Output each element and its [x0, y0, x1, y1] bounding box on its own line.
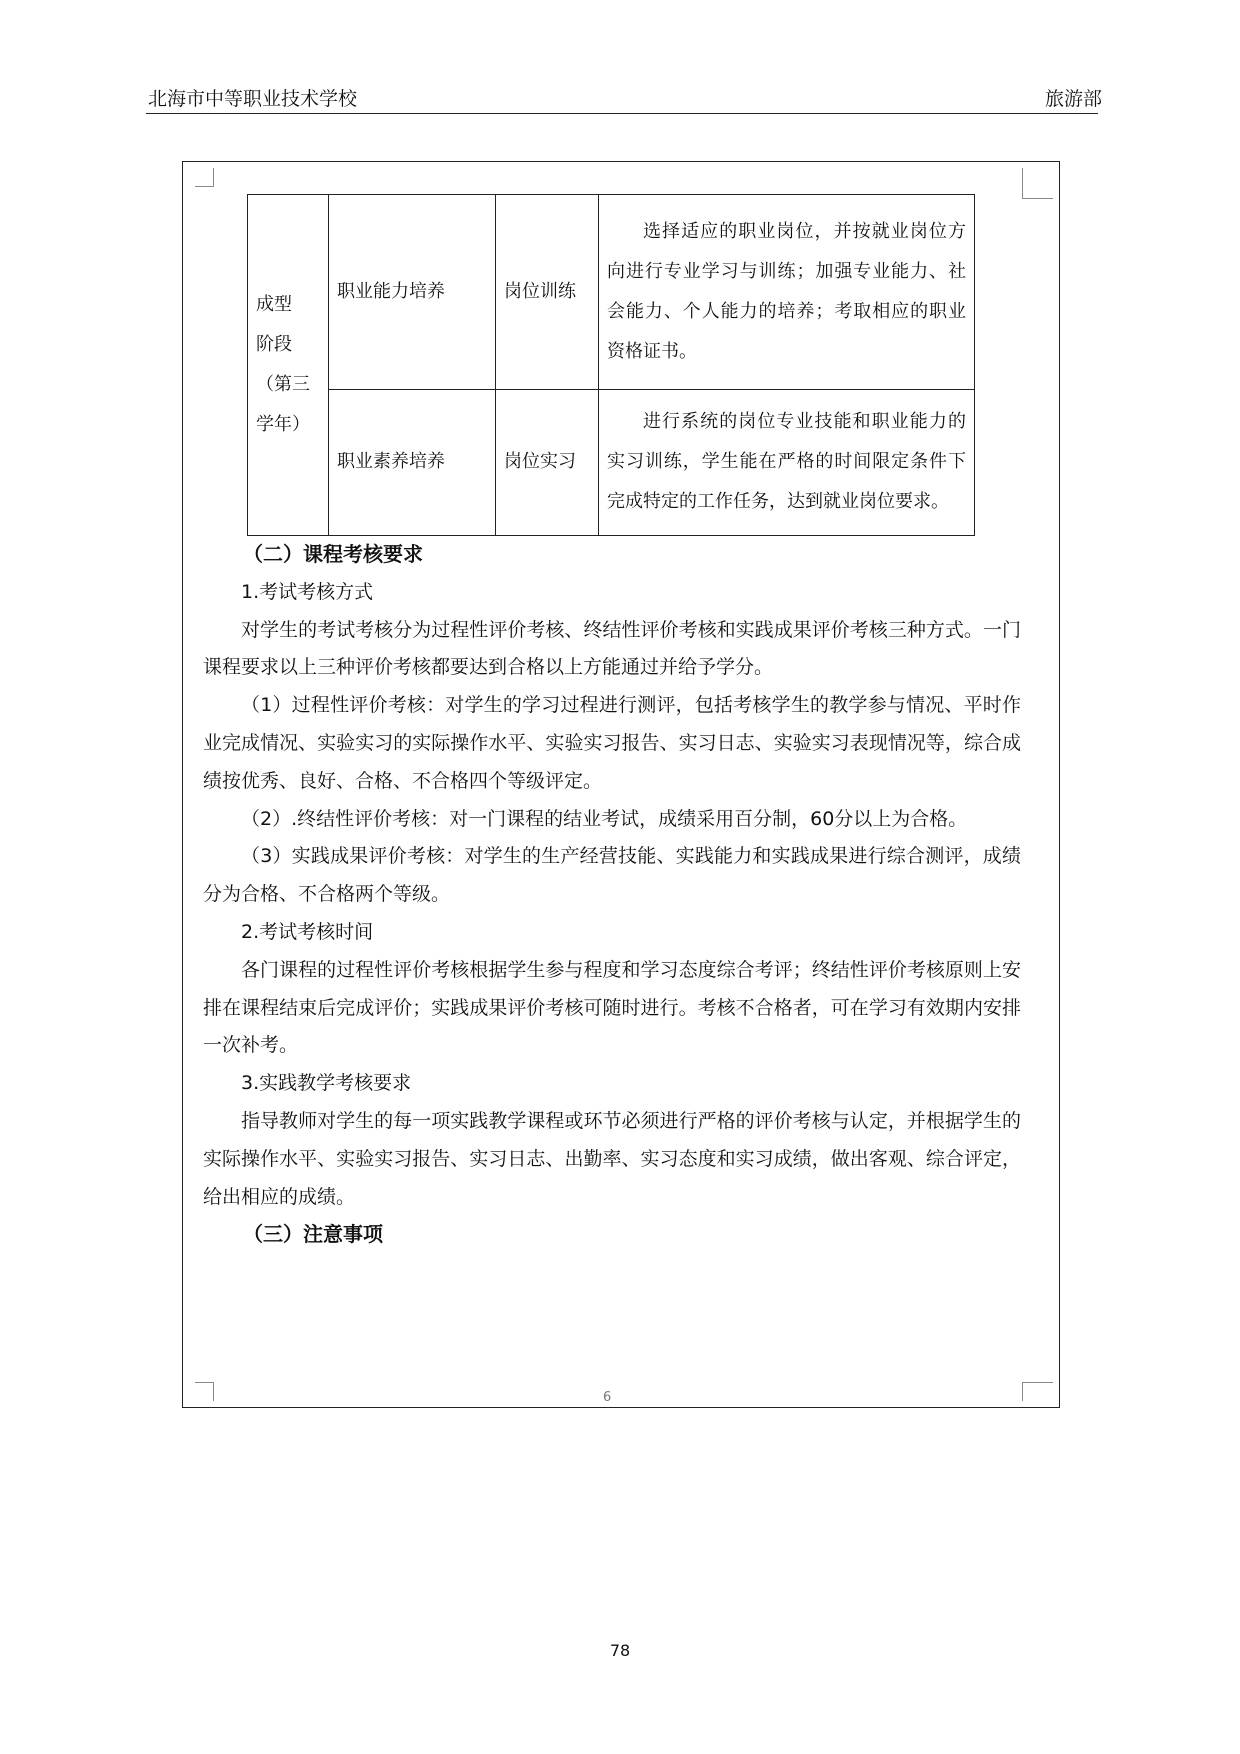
stage-line: 学年）	[256, 414, 310, 435]
subsection-title: 1.考试考核方式	[241, 580, 374, 603]
training-item-cell: 岗位训练	[496, 195, 599, 390]
paragraph: 指导教师对学生的每一项实践教学课程或环节必须进行严格的评价考核与认定，并根据学生的实际操作水平、实验实习报告、实习日志、出勤率、实习态度和实习成绩，做出客观、综合评定，给出相应的成绩。	[203, 1109, 1021, 1208]
paragraph: （2）.终结性评价考核：对一门课程的结业考试，成绩采用百分制，60分以上为合格。	[241, 807, 968, 830]
document-body	[203, 536, 1021, 1254]
paragraph: 对学生的考试考核分为过程性评价考核、终结性评价考核和实践成果评价考核三种方式。一门课程要求以上三种评价考核都要达到合格以上方能通过并给予学分。	[203, 618, 1021, 679]
page-number: 78	[609, 1641, 631, 1660]
training-area-cell: 职业能力培养	[329, 195, 496, 390]
stage-cell	[248, 195, 329, 536]
training-desc-cell: 选择适应的职业岗位，并按就业岗位方向进行专业学习与训练；加强专业能力、社会能力、个人能力的培养；考取相应的职业资格证书。	[599, 195, 975, 390]
crop-mark	[1022, 168, 1053, 199]
stage-line: （第三	[256, 374, 310, 395]
training-item-cell: 岗位实习	[496, 389, 599, 535]
crop-mark	[195, 168, 214, 187]
embedded-page-frame	[182, 161, 1060, 1408]
section-heading: （三）注意事项	[243, 1222, 383, 1247]
table-row	[248, 195, 975, 390]
crop-mark	[195, 1382, 214, 1401]
header-department: 旅游部	[1044, 88, 1102, 110]
training-area-cell: 职业素养培养	[329, 389, 496, 535]
subsection-title: 3.实践教学考核要求	[241, 1072, 412, 1095]
stage-line: 成型	[256, 294, 292, 315]
crop-mark	[1022, 1382, 1053, 1401]
paragraph: （1）过程性评价考核：对学生的学习过程进行测评，包括考核学生的教学参与情况、平时作业完成情况、实验实习的实际操作水平、实验实习报告、实习日志、实验实习表现情况等，综合成绩按优秀、良好、合格、不合格四个等级评定。	[203, 694, 1021, 792]
training-plan-table	[247, 194, 975, 536]
header-school-name: 北海市中等职业技术学校	[148, 88, 358, 110]
table-row	[248, 389, 975, 535]
section-heading: （二）课程考核要求	[243, 542, 423, 566]
header-rule	[146, 113, 1098, 114]
subsection-title: 2.考试考核时间	[241, 920, 374, 943]
embedded-page-number: 6	[603, 1390, 612, 1405]
paragraph: （3）实践成果评价考核：对学生的生产经营技能、实践能力和实践成果进行综合测评，成绩分为合格、不合格两个等级。	[203, 845, 1021, 906]
stage-line: 阶段	[256, 334, 292, 355]
training-desc-cell: 进行系统的岗位专业技能和职业能力的实习训练，学生能在严格的时间限定条件下完成特定的工作任务，达到就业岗位要求。	[599, 389, 975, 535]
paragraph: 各门课程的过程性评价考核根据学生参与程度和学习态度综合考评；终结性评价考核原则上安排在课程结束后完成评价；实践成果评价考核可随时进行。考核不合格者，可在学习有效期内安排一次补考。	[203, 958, 1021, 1057]
